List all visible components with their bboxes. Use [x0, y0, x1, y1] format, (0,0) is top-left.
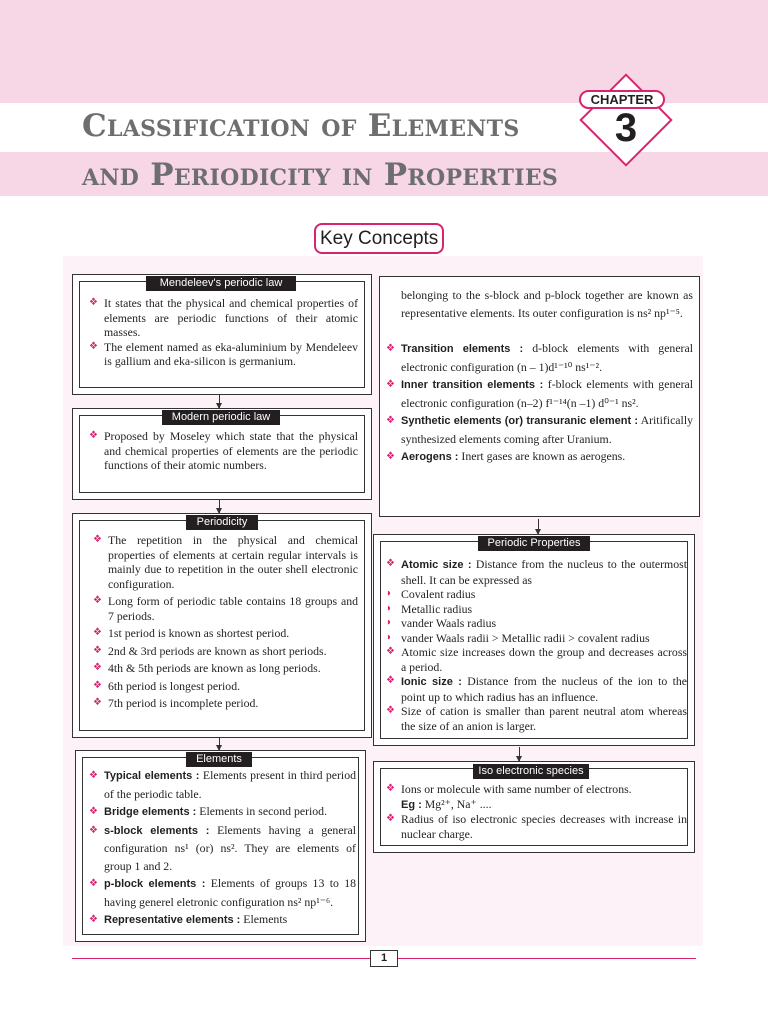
- list-item: ❖ 2nd & 3rd periods are known as short periods.: [92, 644, 358, 659]
- periodicity-label: Periodicity: [186, 515, 258, 530]
- term: s-block elements :: [104, 824, 210, 837]
- footer-rule-left: [72, 958, 370, 959]
- definition: Elements having a general configuration ns¹ (or) ns². They are elements of group 1 and 2.: [104, 822, 357, 873]
- example: Mg²⁺, Na⁺ ....: [424, 796, 492, 811]
- flow-arrow: [538, 519, 539, 534]
- list-item: [385, 340, 693, 376]
- elements-list: [88, 767, 356, 930]
- list-item: ❖ 6th period is longest period.: [92, 679, 358, 694]
- list-item: [385, 376, 693, 412]
- footer-rule-right: [398, 958, 696, 959]
- flow-arrow: [219, 738, 220, 750]
- periodicity-list: [92, 533, 358, 714]
- term: p-block elements :: [104, 878, 206, 890]
- list-item: ❖ 7th period is incomplete period.: [92, 696, 358, 711]
- isoelectronic-label: Iso electronic species: [473, 764, 589, 779]
- header-band: [0, 0, 768, 103]
- list-item: ❖ Radius of iso electronic species decreases with increase in nuclear charge.: [385, 812, 687, 841]
- list-item: [88, 767, 356, 803]
- list-item: [385, 557, 687, 587]
- flow-arrow: [519, 747, 520, 761]
- definition: Elements of groups 13 to 18 having generel eletronic configuration ns² np¹⁻⁶.: [104, 876, 357, 909]
- list-item: [88, 822, 356, 876]
- list-item: ❖ The element named as eka-aluminium by Mendeleev is gallium and eka-silicon is germanium.: [88, 340, 358, 369]
- sub-item: ◗ vander Waals radii > Metallic radii > covalent radius: [385, 631, 687, 646]
- sub-item: ◗ Covalent radius: [385, 587, 687, 602]
- modern-law-list: [88, 429, 358, 473]
- mendeleev-label: Mendeleev's periodic law: [146, 276, 296, 291]
- term: Representative elements :: [104, 914, 241, 926]
- flow-arrow: [219, 395, 220, 408]
- chapter-title-line2: and Periodicity in Properties: [82, 157, 559, 193]
- list-item: [88, 911, 356, 930]
- term: Typical elements :: [104, 770, 200, 782]
- periodic-properties-label: Periodic Properties: [478, 536, 590, 551]
- elements-label: Elements: [186, 752, 252, 767]
- term: Inner transition elements :: [401, 379, 544, 391]
- list-item: ❖ The repetition in the physical and chemical properties of elements at certain regular intervals is mainly due to repetition in the outer shell electronic configuration.: [92, 533, 358, 591]
- term: Transition elements :: [401, 343, 524, 355]
- definition: Aritifically synthesized elements coming after Uranium.: [401, 413, 693, 446]
- chapter-label: CHAPTER: [579, 90, 665, 109]
- key-concepts-heading: [314, 223, 444, 254]
- list-item: [385, 782, 687, 812]
- modern-law-label: Modern periodic law: [162, 410, 280, 425]
- list-item: ❖ Long form of periodic table contains 18 groups and 7 periods.: [92, 594, 358, 623]
- page-number: 1: [370, 950, 398, 967]
- definition: Distance from the nucleus of the ion to the point up to which radius has an influence.: [401, 674, 687, 704]
- term: Atomic size :: [401, 559, 472, 571]
- definition: f-block elements with general electronic configuration (n–2) f¹⁻¹⁴(n –1) d⁰⁻¹ ns².: [401, 377, 694, 410]
- list-item: [385, 412, 693, 448]
- definition: Elements present in third period of the periodic table.: [104, 768, 357, 801]
- chapter-number: 3: [614, 106, 638, 150]
- definition: Elements: [243, 912, 288, 926]
- sub-item: ◗ Metallic radius: [385, 602, 687, 617]
- continuation-lead: belonging to the s-block and p-block together are known as representative elements. Its outer configuration is ns² np¹⁻⁵.: [401, 288, 693, 320]
- definition: d-block elements with general electronic configuration (n – 1)d¹⁻¹⁰ ns¹⁻².: [401, 341, 694, 374]
- list-item: [385, 448, 693, 467]
- isoelectronic-list: [385, 782, 687, 841]
- definition: Inert gases are known as aerogens.: [461, 449, 626, 463]
- list-item: [88, 803, 356, 822]
- term: Synthetic elements (or) transuranic element :: [401, 415, 639, 427]
- chapter-title-line1: Classification of Elements: [82, 108, 520, 144]
- term: Ionic size :: [401, 676, 462, 688]
- definition: Distance from the nucleus to the outermost shell. It can be expressed as: [401, 557, 687, 587]
- list-item: ❖ Size of cation is smaller than parent neutral atom whereas the size of an anion is larger.: [385, 704, 687, 733]
- sub-item: ◗ vander Waals radius: [385, 616, 687, 631]
- list-item: ❖ Atomic size increases down the group and decreases across a period.: [385, 645, 687, 674]
- definition: Ions or molecule with same number of electrons.: [401, 782, 632, 796]
- flow-arrow: [219, 500, 220, 513]
- term: Aerogens :: [401, 451, 459, 463]
- list-item: [385, 674, 687, 704]
- term: Eg :: [401, 798, 422, 811]
- continuation-list: [385, 340, 693, 467]
- mendeleev-list: [88, 296, 358, 369]
- list-item: ❖ 4th & 5th periods are known as long periods.: [92, 661, 358, 676]
- term: Bridge elements :: [104, 806, 197, 818]
- list-item: ❖ 1st period is known as shortest period.: [92, 626, 358, 641]
- list-item: ❖ It states that the physical and chemical properties of elements are periodic functions of their atomic masses.: [88, 296, 358, 340]
- list-item: ❖ Proposed by Moseley which state that the physical and chemical properties of elements are the periodic functions of their atomic numbers.: [88, 429, 358, 473]
- definition: Elements in second period.: [199, 804, 328, 818]
- key-concepts-label: Key Concepts: [320, 228, 439, 249]
- list-item: [88, 875, 356, 911]
- periodic-properties-list: [385, 557, 687, 733]
